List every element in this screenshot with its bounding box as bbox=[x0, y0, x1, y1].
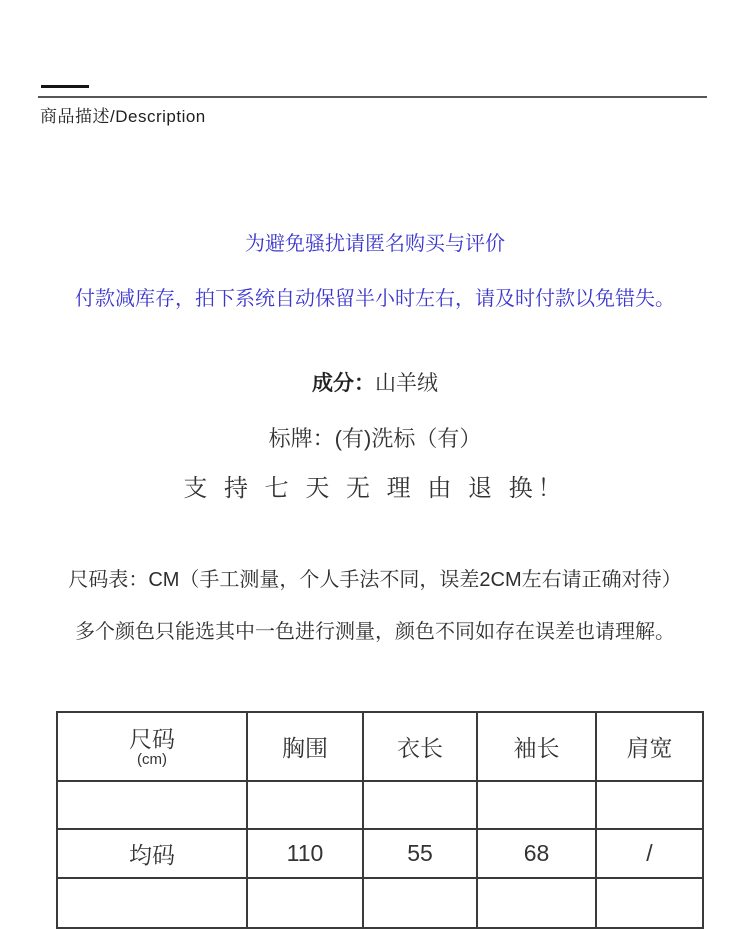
table-cell bbox=[57, 781, 247, 829]
return-policy-line: 支 持 七 天 无 理 由 退 换！ bbox=[183, 475, 567, 502]
section-title: 商品描述/Description bbox=[40, 107, 206, 126]
cell-length-value: 55 bbox=[363, 829, 477, 878]
col-header-size-unit: (cm) bbox=[137, 750, 167, 768]
notice-text: 为避免骚扰请匿名购买与评价 bbox=[245, 233, 505, 255]
col-header-size-label: 尺码 bbox=[129, 725, 175, 752]
table-cell bbox=[57, 878, 247, 928]
header-accent-dash bbox=[41, 85, 89, 88]
table-cell bbox=[596, 781, 703, 829]
table-cell bbox=[596, 878, 703, 928]
header-divider-line bbox=[38, 96, 707, 98]
anonymous-purchase-notice bbox=[0, 227, 750, 256]
size-table-header-row bbox=[57, 712, 703, 781]
col-header-sleeve: 袖长 bbox=[477, 712, 596, 781]
size-table bbox=[56, 711, 704, 929]
size-chart-note-line2: 多个颜色只能选其中一色进行测量，颜色不同如存在误差也请理解。 bbox=[75, 621, 675, 643]
payment-stock-notice bbox=[0, 282, 750, 311]
tag-washlabel-line: 标牌：(有)洗标（有） bbox=[268, 426, 482, 451]
notice-text: 付款减库存，拍下系统自动保留半小时左右，请及时付款以免错失。 bbox=[75, 288, 675, 310]
composition-value: 山羊绒 bbox=[375, 372, 438, 395]
table-cell bbox=[247, 781, 363, 829]
col-header-shoulder: 肩宽 bbox=[596, 712, 703, 781]
table-cell bbox=[247, 878, 363, 928]
table-cell bbox=[477, 878, 596, 928]
table-cell bbox=[363, 781, 477, 829]
table-row-one-size bbox=[57, 829, 703, 878]
table-row-empty bbox=[57, 781, 703, 829]
table-row-empty bbox=[57, 878, 703, 928]
composition-label: 成分： bbox=[312, 372, 375, 395]
table-cell bbox=[477, 781, 596, 829]
cell-shoulder-value: / bbox=[596, 829, 703, 878]
cell-size-name: 均码 bbox=[57, 829, 247, 878]
col-header-length: 衣长 bbox=[363, 712, 477, 781]
composition-line bbox=[0, 367, 750, 397]
col-header-bust: 胸围 bbox=[247, 712, 363, 781]
table-cell bbox=[363, 878, 477, 928]
col-header-size bbox=[57, 712, 247, 781]
cell-sleeve-value: 68 bbox=[477, 829, 596, 878]
size-chart-note-line1: 尺码表：CM（手工测量，个人手法不同，误差2CM左右请正确对待） bbox=[68, 569, 682, 591]
cell-bust-value: 110 bbox=[247, 829, 363, 878]
